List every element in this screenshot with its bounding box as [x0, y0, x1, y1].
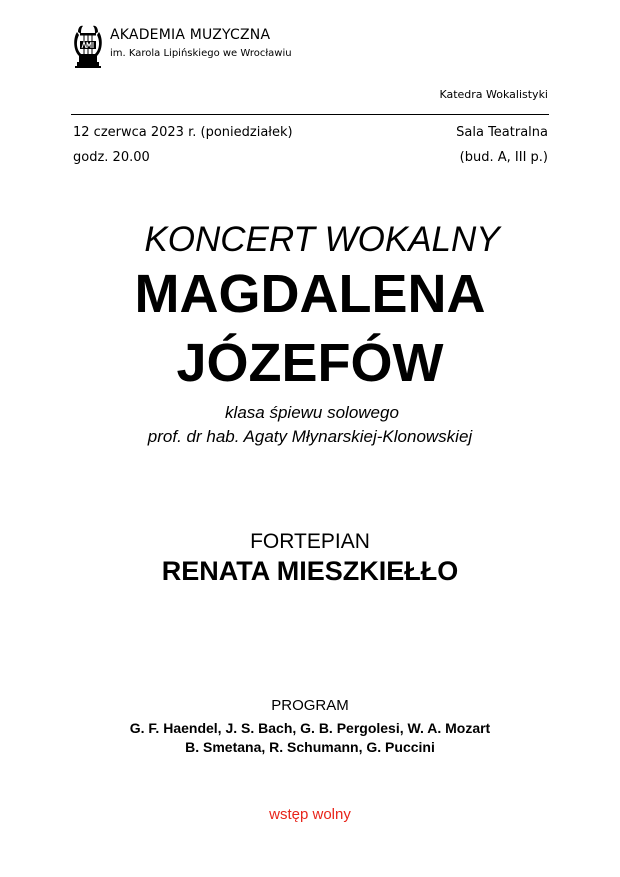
organization-subtitle: im. Karola Lipińskiego we Wrocławiu	[110, 48, 292, 59]
department-name: Katedra Wokalistyki	[439, 88, 548, 101]
organization-name: AKADEMIA MUZYCZNA	[110, 27, 271, 43]
instrument-label: FORTEPIAN	[250, 530, 370, 553]
admission-note: wstęp wolny	[269, 806, 351, 823]
program-title: PROGRAM	[271, 697, 349, 714]
event-date: 12 czerwca 2023 r. (poniedziałek)	[73, 125, 293, 140]
header-divider	[71, 114, 549, 115]
performer-first-name: MAGDALENA	[134, 264, 486, 324]
pianist-name: RENATA MIESZKIEŁŁO	[161, 556, 459, 586]
performer-last-name: JÓZEFÓW	[176, 333, 444, 393]
event-venue-detail: (bud. A, III p.)	[459, 150, 548, 165]
concert-title: KONCERT WOKALNY	[144, 220, 500, 259]
vocal-class-professor: prof. dr hab. Agaty Młynarskiej-Klonowskiej	[147, 427, 473, 446]
event-venue: Sala Teatralna	[456, 125, 548, 140]
program-composers-line2: B. Smetana, R. Schumann, G. Puccini	[185, 739, 435, 755]
program-composers-line1: G. F. Haendel, J. S. Bach, G. B. Pergolesi, W. A. Mozart	[129, 720, 491, 736]
lyre-icon	[71, 22, 105, 68]
vocal-class: klasa śpiewu solowego	[225, 403, 399, 422]
event-time: godz. 20.00	[73, 150, 150, 165]
